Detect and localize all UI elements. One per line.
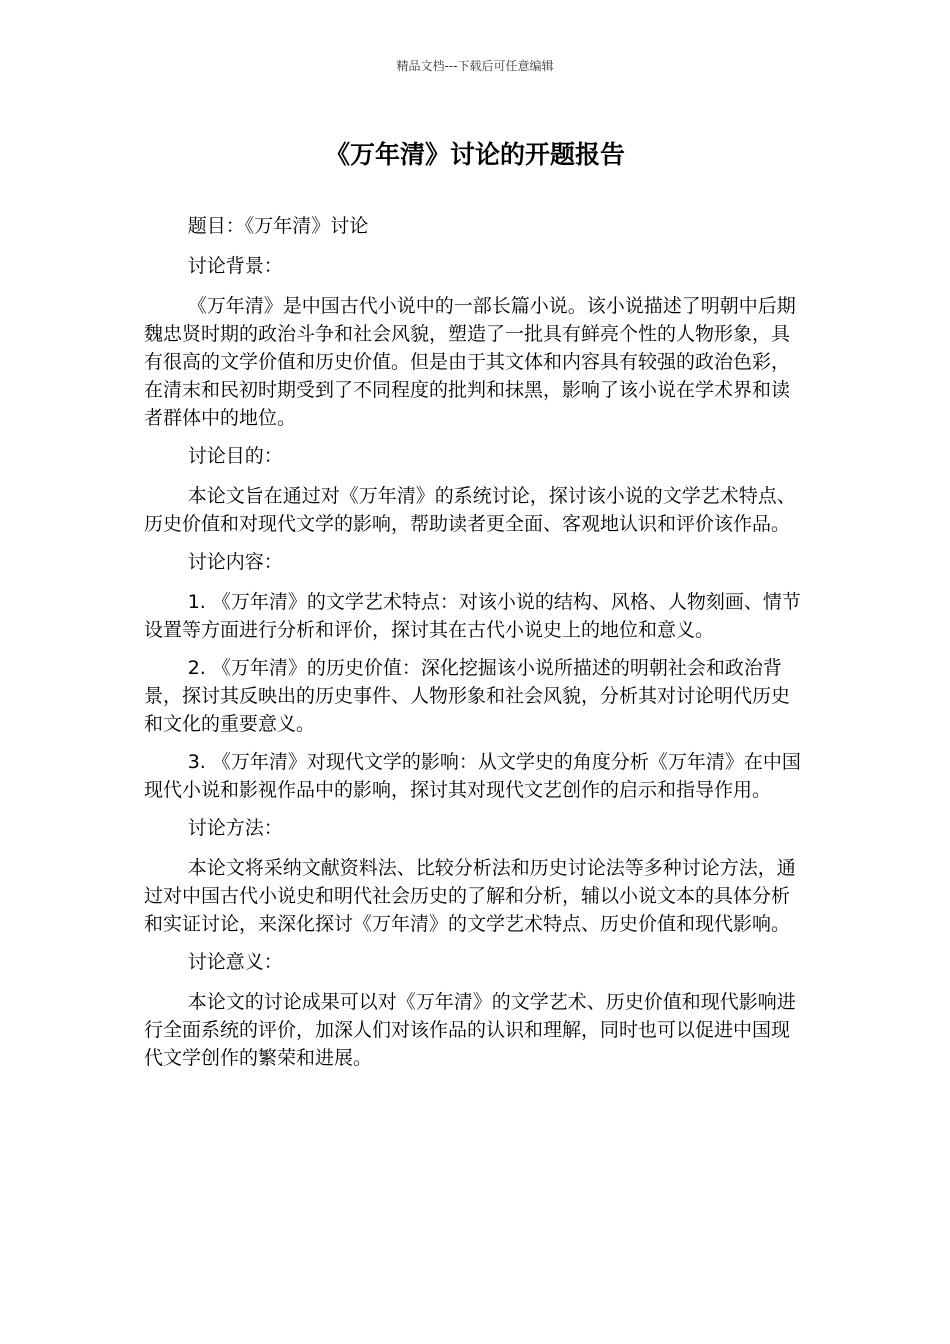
paragraph-background: 《万年清》是中国古代小说中的一部长篇小说。该小说描述了明朝中后期魏忠贤时期的政治斗争和社会风貌，塑造了一批具有鲜亮个性的人物形象，具有很高的文学价值和历史价值。但是由于其文体和内容具有较强的政治色彩，在清末和民初时期受到了不同程度的批判和抹黑，影响了该小说在学术界和读者群体中的地位。 <box>144 295 796 429</box>
paragraph-method: 本论文将采纳文献资料法、比较分析法和历史讨论法等多种讨论方法，通过对中国古代小说史和明代社会历史的了解和分析，辅以小说文本的具体分析和实证讨论，来深化探讨《万年清》的文学艺术特点、历史价值和现代影响。 <box>144 857 796 935</box>
section-heading-background: 讨论背景： <box>187 255 283 277</box>
section-heading-method: 讨论方法： <box>187 817 283 839</box>
section-heading-content: 讨论内容： <box>187 551 283 573</box>
paragraph-significance: 本论文的讨论成果可以对《万年清》的文学艺术、历史价值和现代影响进行全面系统的评价，加深人们对该作品的认识和理解，同时也可以促进中国现代文学创作的繁荣和进展。 <box>144 991 796 1069</box>
paragraph-content-item-2: 2. 《万年清》的历史价值：深化挖掘该小说所描述的明朝社会和政治背景，探讨其反映出的历史事件、人物形象和社会风貌，分析其对讨论明代历史和文化的重要意义。 <box>144 657 791 735</box>
paragraph-purpose: 本论文旨在通过对《万年清》的系统讨论，探讨该小说的文学艺术特点、历史价值和对现代文学的影响，帮助读者更全面、客观地认识和评价该作品。 <box>144 485 796 535</box>
section-heading-significance: 讨论意义： <box>187 951 283 973</box>
section-heading-purpose: 讨论目的： <box>187 445 283 467</box>
document-body <box>144 212 808 1082</box>
page-header: 精品文档---下载后可任意编辑 <box>396 59 554 73</box>
paragraph-content-item-1: 1. 《万年清》的文学艺术特点：对该小说的结构、风格、人物刻画、情节设置等方面进行分析和评价，探讨其在古代小说史上的地位和意义。 <box>144 591 801 641</box>
paragraph-content-item-3: 3. 《万年清》对现代文学的影响：从文学史的角度分析《万年清》在中国现代小说和影视作品中的影响，探讨其对现代文艺创作的启示和指导作用。 <box>144 751 801 801</box>
topic-line: 题目：《万年清》讨论 <box>187 215 369 237</box>
document-title: 《万年清》讨论的开题报告 <box>324 140 625 169</box>
